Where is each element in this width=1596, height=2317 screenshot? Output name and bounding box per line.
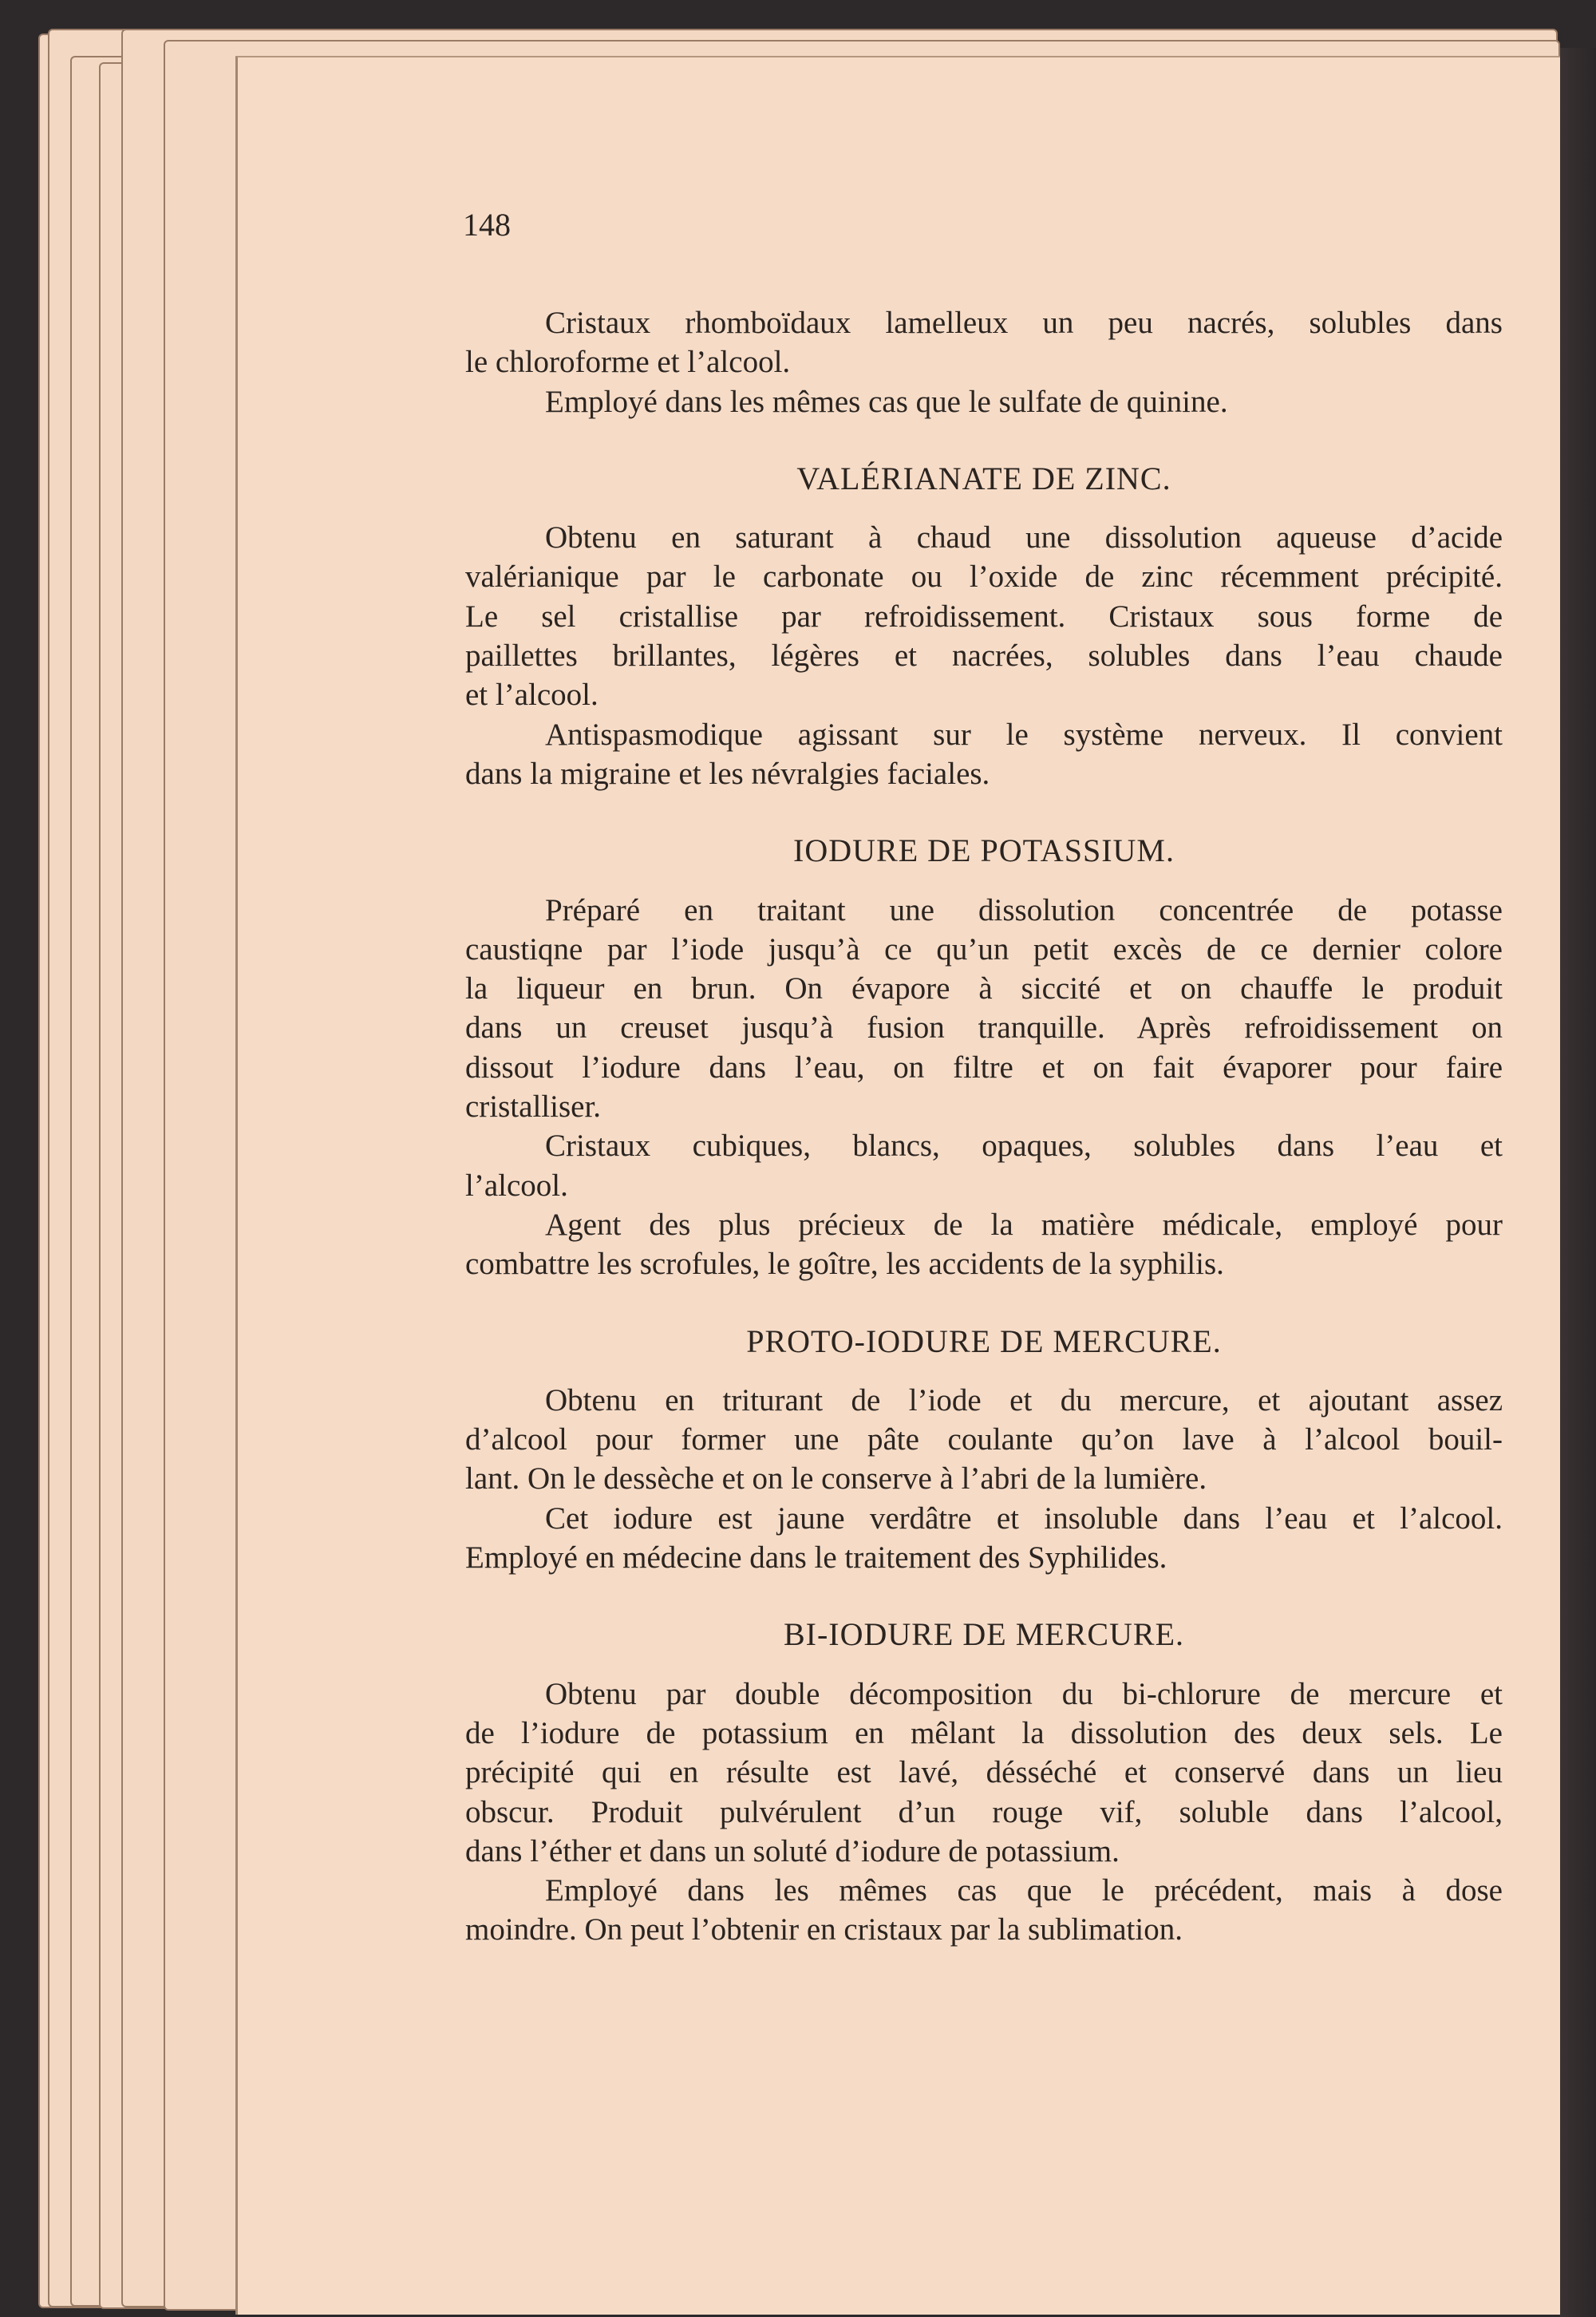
text-line: Employé dans les mêmes cas que le sulfate de quinine. (545, 384, 1228, 419)
paragraph (465, 1126, 1503, 1205)
text-line: de l’iodure de potassium en mêlant la dissolution des deux sels. Le (465, 1715, 1503, 1750)
text-line: Obtenu par double décomposition du bi-chlorure de mercure et (545, 1676, 1503, 1711)
paragraph (465, 1674, 1503, 1871)
text-line: Employé dans les mêmes cas que le précédent, mais à dose (545, 1873, 1503, 1908)
text-line: moindre. On peut l’obtenir en cristaux par la sublimation. (465, 1912, 1183, 1947)
text-line: et l’alcool. (465, 678, 598, 713)
text-line: précipité qui en résulte est lavé, désséché et conservé dans un lieu (465, 1755, 1503, 1790)
section-heading: PROTO-IODURE DE MERCURE. (746, 1323, 1222, 1359)
paragraph (465, 1381, 1503, 1499)
text-line: caustiqne par l’iode jusqu’à ce qu’un petit excès de ce dernier colore (465, 931, 1503, 967)
paragraph (465, 1205, 1503, 1284)
text-line: Cristaux rhomboïdaux lamelleux un peu nacrés, solubles dans (545, 306, 1503, 340)
text-line: d’alcool pour former une pâte coulante qu’on lave à l’alcool bouil- (465, 1422, 1503, 1457)
section-heading: VALÉRIANATE DE ZINC. (796, 460, 1171, 496)
text-line: dans l’éther et dans un soluté d’iodure de potassium. (465, 1833, 1120, 1868)
section-heading: IODURE DE POTASSIUM. (793, 832, 1175, 869)
paragraph (465, 1871, 1503, 1950)
paragraph (465, 303, 1503, 382)
text-line: cristalliser. (465, 1089, 602, 1125)
paragraph (465, 715, 1503, 794)
text-line: Employé en médecine dans le traitement des Syphilides. (465, 1540, 1167, 1576)
text-line: l’alcool. (465, 1168, 568, 1203)
text-line: paillettes brillantes, légères et nacrées, solubles dans l’eau chaude (465, 639, 1503, 674)
text-line: la liqueur en brun. On évapore à siccité et on chauffe le produit (465, 971, 1503, 1006)
paragraph (465, 382, 1503, 421)
text-line: combattre les scrofules, le goître, les accidents de la syphilis. (465, 1247, 1224, 1282)
page-body (465, 303, 1503, 1950)
text-line: Le sel cristallise par refroidissement. Cristaux sous forme de (465, 599, 1503, 634)
text-line: Agent des plus précieux de la matière médicale, employé pour (545, 1207, 1503, 1242)
text-line: Obtenu en triturant de l’iode et du mercure, et ajoutant assez (545, 1382, 1503, 1417)
book-spine-shadow (1560, 48, 1596, 2317)
text-line: obscur. Produit pulvérulent d’un rouge vif, soluble dans l’alcool, (465, 1794, 1503, 1829)
text-line: dans un creuset jusqu’à fusion tranquille. Après refroidissement on (465, 1010, 1503, 1046)
text-line: dans la migraine et les névralgies faciales. (465, 756, 990, 791)
text-line: Cet iodure est jaune verdâtre et insoluble dans l’eau et l’alcool. (545, 1501, 1503, 1536)
text-line: lant. On le dessèche et on le conserve à l’abri de la lumière. (465, 1461, 1207, 1497)
text-line: dissout l’iodure dans l’eau, on filtre et on fait évaporer pour faire (465, 1050, 1503, 1085)
paragraph (465, 1499, 1503, 1578)
text-line: valérianique par le carbonate ou l’oxide de zinc récemment précipité. (465, 559, 1503, 595)
text-line: Obtenu en saturant à chaud une dissolution aqueuse d’acide (545, 520, 1503, 556)
text-line: Antispasmodique agissant sur le système nerveux. Il convient (545, 717, 1503, 752)
page-number: 148 (463, 207, 511, 243)
paragraph (465, 518, 1503, 714)
paragraph (465, 891, 1503, 1127)
text-line: Cristaux cubiques, blancs, opaques, solubles dans l’eau et (545, 1129, 1503, 1164)
section-heading: BI-IODURE DE MERCURE. (783, 1616, 1185, 1653)
text-line: le chloroforme et l’alcool. (465, 345, 791, 380)
text-line: Préparé en traitant une dissolution concentrée de potasse (545, 892, 1503, 927)
